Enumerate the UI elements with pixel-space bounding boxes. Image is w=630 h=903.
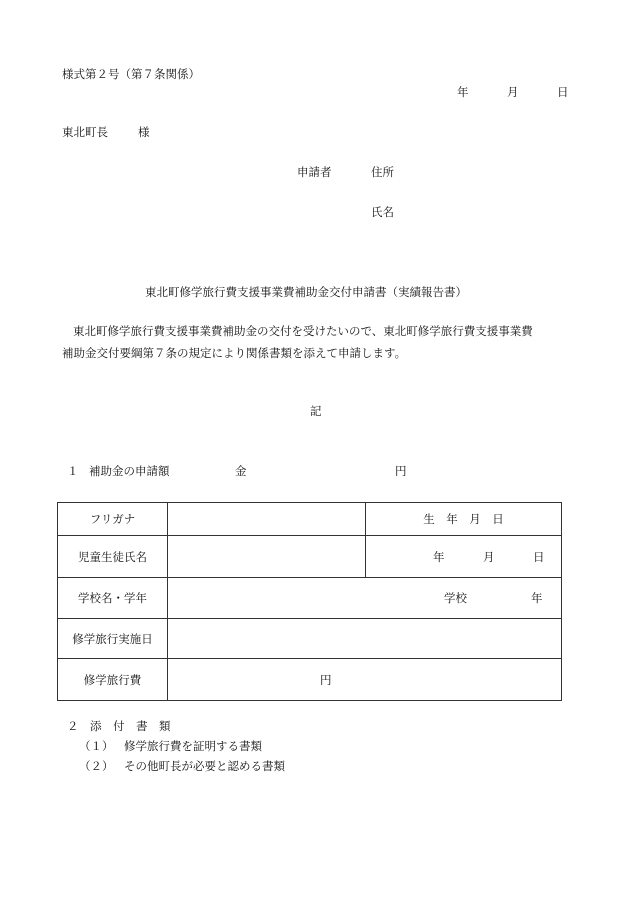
document-title: 東北町修学旅行費支援事業費補助金交付申請書（実績報告書） xyxy=(145,285,467,299)
furigana-field[interactable] xyxy=(168,503,366,536)
row-trip-date xyxy=(58,619,562,659)
row-school xyxy=(58,578,562,619)
application-table xyxy=(57,502,562,701)
addressee-honorific: 様 xyxy=(138,125,150,139)
grade-suffix: 年 xyxy=(531,591,543,605)
item2-sub1-text: 修学旅行費を証明する書類 xyxy=(124,739,262,753)
birth-date-label: 生 年 月 日 xyxy=(366,503,562,536)
item1-kin: 金 xyxy=(235,464,247,478)
item1-yen: 円 xyxy=(395,464,407,478)
furigana-label: フリガナ xyxy=(58,503,168,536)
addressee-name: 東北町長 xyxy=(62,125,108,139)
applicant-address-label: 住所 xyxy=(371,165,394,179)
trip-cost-yen: 円 xyxy=(320,672,332,687)
item2-sub2-number: （２） xyxy=(79,759,114,773)
birth-year-unit: 年 xyxy=(433,549,445,564)
body-paragraph xyxy=(62,320,582,364)
trip-date-field[interactable] xyxy=(168,619,562,659)
student-name-field[interactable] xyxy=(168,536,366,578)
row-furigana xyxy=(58,503,562,536)
item2-heading: ２ 添 付 書 類 xyxy=(67,719,171,733)
trip-date-label: 修学旅行実施日 xyxy=(58,619,168,659)
date-month-label: 月 xyxy=(507,85,519,99)
birth-day-unit: 日 xyxy=(533,549,545,564)
ki-mark: 記 xyxy=(310,404,322,418)
date-day-label: 日 xyxy=(557,85,569,99)
trip-cost-field[interactable] xyxy=(168,659,562,701)
item2-sub1-number: （１） xyxy=(79,739,114,753)
item2-sub2-text: その他町長が必要と認める書類 xyxy=(124,759,285,773)
school-grade-field[interactable] xyxy=(168,578,562,619)
school-grade-label: 学校名・学年 xyxy=(58,578,168,619)
body-line-2: 補助金交付要綱第７条の規定により関係書類を添えて申請します。 xyxy=(62,346,407,360)
body-line-1: 東北町修学旅行費支援事業費補助金の交付を受けたいので、東北町修学旅行費支援事業費 xyxy=(73,324,533,338)
row-student-name xyxy=(58,536,562,578)
student-name-label: 児童生徒氏名 xyxy=(58,536,168,578)
item1-label: 補助金の申請額 xyxy=(89,464,170,478)
applicant-label: 申請者 xyxy=(297,165,332,179)
birth-date-field[interactable] xyxy=(366,536,562,578)
item1-number: １ xyxy=(67,464,79,478)
date-year-label: 年 xyxy=(457,85,469,99)
form-number: 様式第２号（第７条関係） xyxy=(62,67,200,81)
trip-cost-label: 修学旅行費 xyxy=(58,659,168,701)
applicant-name-label: 氏名 xyxy=(371,205,394,219)
row-trip-cost xyxy=(58,659,562,701)
birth-month-unit: 月 xyxy=(483,549,495,564)
school-suffix: 学校 xyxy=(444,591,467,605)
